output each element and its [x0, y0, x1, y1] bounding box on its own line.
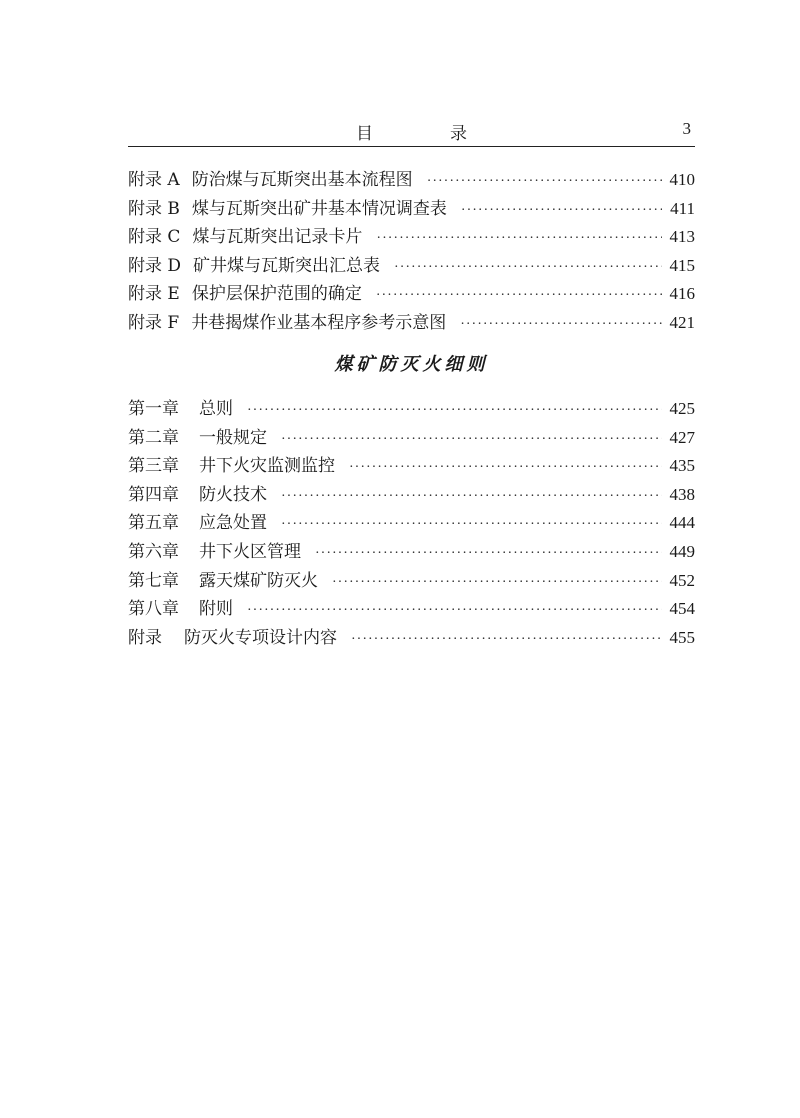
section-title: 煤矿防灭火细则: [334, 354, 489, 375]
toc-entry-title: 一般规定: [199, 427, 267, 448]
dot-leader: [394, 254, 661, 283]
toc-entry-label: 附录 E: [128, 284, 180, 305]
toc-entry-title: 井下火灾监测监控: [199, 456, 335, 477]
toc-entry-title: 矿井煤与瓦斯突出汇总表: [193, 255, 381, 276]
toc-entry-label: 第三章: [128, 456, 179, 477]
toc-entry[interactable]: [128, 309, 695, 338]
dot-leader: [247, 597, 662, 626]
toc-page: [128, 0, 695, 1118]
toc-entry[interactable]: [128, 395, 695, 424]
toc-entry-label: 第六章: [128, 541, 179, 562]
dot-leader: [351, 626, 662, 655]
toc-entry-page: 425: [669, 399, 695, 418]
toc-entry-page: 427: [669, 427, 695, 447]
toc-entry-title: 井巷揭煤作业基本程序参考示意图: [191, 312, 447, 333]
dot-leader: [315, 540, 662, 569]
dot-leader: [247, 397, 662, 426]
toc-entry-page: 438: [669, 484, 695, 504]
toc-entry[interactable]: [128, 424, 695, 453]
toc-entry-label: 附录 B: [128, 198, 180, 219]
header-page-number: 3: [682, 119, 691, 138]
toc-entry-title: 防火技术: [199, 484, 267, 505]
dot-leader: [460, 311, 661, 340]
toc-entry-label: 第五章: [128, 513, 179, 534]
toc-entry-title: 防灭火专项设计内容: [184, 627, 337, 648]
toc-entry-page: 421: [669, 312, 695, 332]
toc-entry-page: 410: [669, 170, 695, 189]
toc-entry[interactable]: [128, 452, 695, 481]
toc-entry-title: 附则: [199, 599, 233, 620]
toc-entry-label: 附录 F: [128, 312, 180, 333]
toc-entry[interactable]: [128, 624, 695, 653]
dot-leader: [349, 454, 662, 483]
toc-entry-label: 第四章: [128, 484, 179, 505]
toc-entry-title: 井下火区管理: [199, 541, 301, 562]
toc-entry-page: 416: [669, 284, 695, 304]
dot-leader: [281, 426, 662, 455]
dot-leader: [427, 168, 662, 197]
toc-entry[interactable]: [128, 509, 695, 538]
toc-entry[interactable]: [128, 481, 695, 510]
toc-entry[interactable]: [128, 252, 695, 281]
toc-entry-page: 435: [669, 456, 695, 476]
chapter-list: [128, 395, 695, 652]
toc-entry-label: 附录 D: [128, 255, 182, 276]
toc-entry[interactable]: [128, 595, 695, 624]
toc-entry-title: 煤与瓦斯突出记录卡片: [192, 227, 363, 248]
dot-leader: [281, 511, 662, 540]
dot-leader: [376, 282, 662, 311]
page-header: [128, 116, 695, 147]
toc-entry-label: 第一章: [128, 399, 179, 419]
toc-entry-page: 444: [669, 513, 695, 533]
toc-entry-title: 露天煤矿防灭火: [199, 570, 318, 591]
appendix-list: [128, 166, 695, 338]
toc-entry[interactable]: [128, 280, 695, 309]
toc-entry-label: 第二章: [128, 427, 179, 448]
toc-entry-page: 413: [669, 227, 695, 247]
toc-entry-label: 第七章: [128, 570, 179, 591]
toc-entry-page: 455: [669, 627, 695, 647]
dot-leader: [281, 483, 662, 512]
toc-entry-label: 第八章: [128, 599, 179, 620]
header-title: 目 录: [356, 124, 497, 144]
toc-entry-title: 煤与瓦斯突出矿井基本情况调查表: [191, 198, 447, 219]
toc-entry-title: 保护层保护范围的确定: [191, 284, 362, 305]
toc-entry-page: 449: [669, 541, 695, 561]
toc-entry-page: 454: [669, 599, 695, 619]
dot-leader: [376, 225, 661, 254]
toc-entry-title: 防治煤与瓦斯突出基本流程图: [191, 170, 413, 190]
toc-entry-page: 415: [669, 255, 695, 275]
toc-entry-title: 总则: [199, 399, 233, 419]
toc-entry[interactable]: [128, 223, 695, 252]
toc-entry-label: 附录 C: [128, 227, 181, 248]
toc-entry-page: 452: [669, 570, 695, 590]
toc-entry[interactable]: [128, 538, 695, 567]
dot-leader: [332, 569, 662, 598]
toc-entry-label: 附录: [128, 627, 162, 648]
toc-entry[interactable]: [128, 567, 695, 596]
toc-entry[interactable]: [128, 195, 695, 224]
dot-leader: [461, 197, 662, 226]
toc-entry-page: 411: [670, 198, 695, 218]
toc-entry[interactable]: [128, 166, 695, 195]
toc-entry-title: 应急处置: [199, 513, 267, 534]
toc-entry-label: 附录 A: [128, 170, 180, 190]
